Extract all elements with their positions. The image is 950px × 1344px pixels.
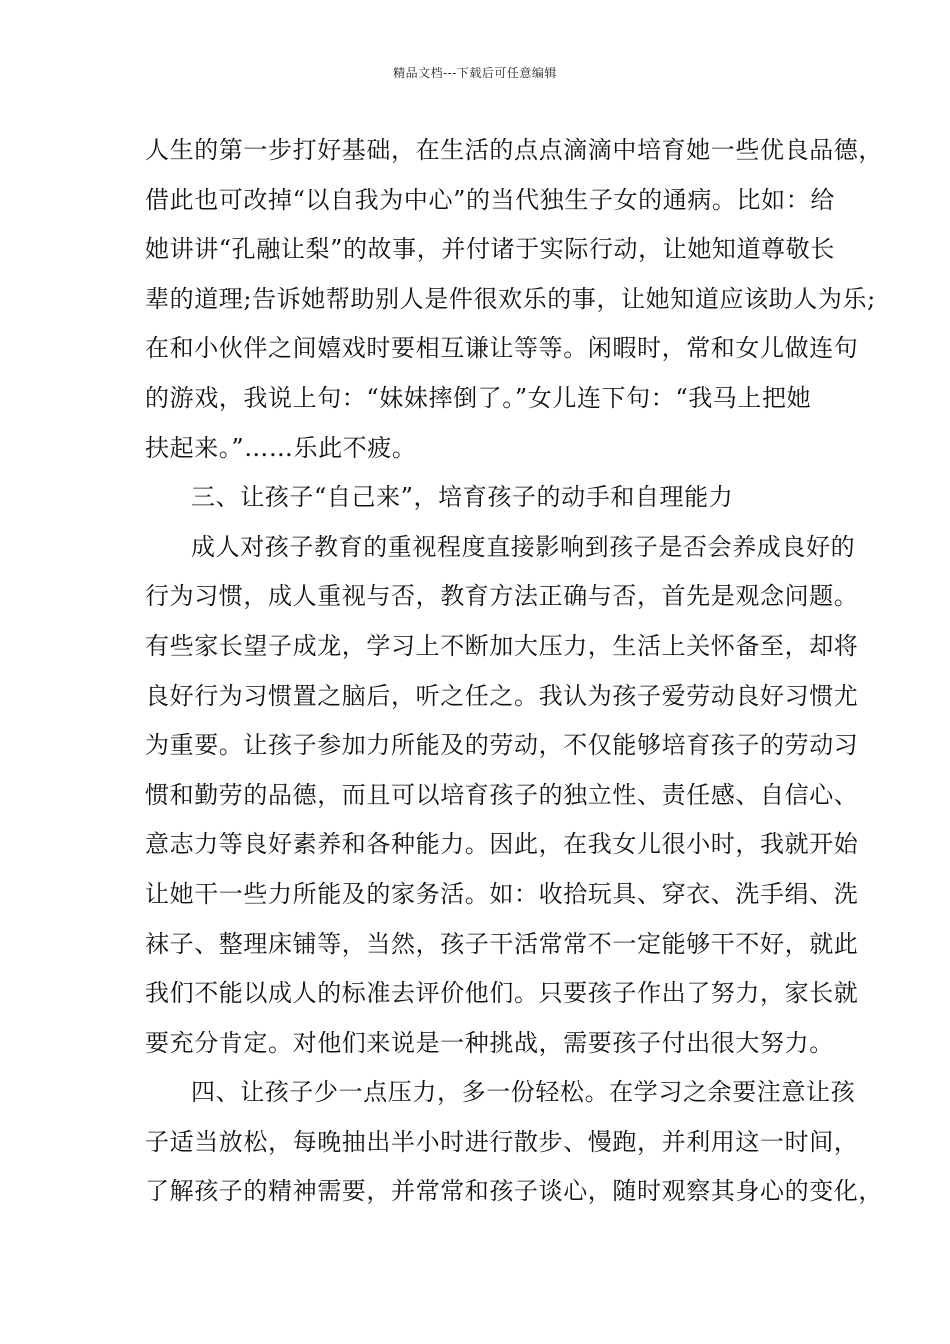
text-line: 惯和勤劳的品德，而且可以培育孩子的独立性、责任感、自信心、 [145, 780, 859, 809]
text-line: 子适当放松，每晚抽出半小时进行散步、慢跑，并利用这一时间， [145, 1127, 859, 1156]
text-line: 人生的第一步打好基础，在生活的点点滴滴中培育她一些优良品德， [145, 136, 883, 164]
text-line: 袜子、整理床铺等，当然，孩子干活常常不一定能够干不好，就此 [145, 929, 859, 958]
document-body [145, 126, 883, 1217]
text-line: 借此也可改掉“以自我为中心”的当代独生子女的通病。比如：给 [145, 185, 835, 214]
text-line: 辈的道理;告诉她帮助别人是件很欢乐的事，让她知道应该助人为乐; [145, 284, 876, 313]
text-line: 要充分肯定。对他们来说是一种挑战，需要孩子付出很大努力。 [145, 1028, 834, 1057]
text-line: 良好行为习惯置之脑后，听之任之。我认为孩子爱劳动良好习惯尤 [145, 681, 859, 710]
text-line: 意志力等良好素养和各种能力。因此，在我女儿很小时，我就开始 [145, 830, 859, 859]
text-line: 了解孩子的精神需要，并常常和孩子谈心，随时观察其身心的变化， [145, 1177, 883, 1206]
text-line: 行为习惯，成人重视与否，教育方法正确与否，首先是观念问题。 [145, 582, 859, 611]
section-heading: 四、让孩子少一点压力，多一份轻松。在学习之余要注意让孩 [191, 1078, 856, 1107]
text-line: 为重要。让孩子参加力所能及的劳动，不仅能够培育孩子的劳动习 [145, 731, 859, 760]
text-line: 她讲讲“孔融让梨”的故事，并付诸于实际行动，让她知道尊敬长 [145, 235, 835, 264]
text-line: 我们不能以成人的标准去评价他们。只要孩子作出了努力，家长就 [145, 979, 859, 1008]
section-heading: 三、让孩子“自己来”，培育孩子的动手和自理能力 [191, 483, 734, 512]
text-line: 在和小伙伴之间嬉戏时要相互谦让等等。闲暇时，常和女儿做连句 [145, 334, 859, 363]
text-line: 的游戏，我说上句：“妹妹摔倒了。”女儿连下句：“我马上把她 [145, 383, 812, 412]
text-line: 扶起来。”……乐此不疲。 [145, 433, 417, 462]
text-line: 成人对孩子教育的重视程度直接影响到孩子是否会养成良好的 [191, 532, 856, 561]
text-line: 让她干一些力所能及的家务活。如：收拾玩具、穿衣、洗手绢、洗 [145, 879, 859, 908]
text-line: 有些家长望子成龙，学习上不断加大压力，生活上关怀备至，却将 [145, 631, 859, 660]
page-header: 精品文档---下载后可任意编辑 [393, 66, 557, 80]
